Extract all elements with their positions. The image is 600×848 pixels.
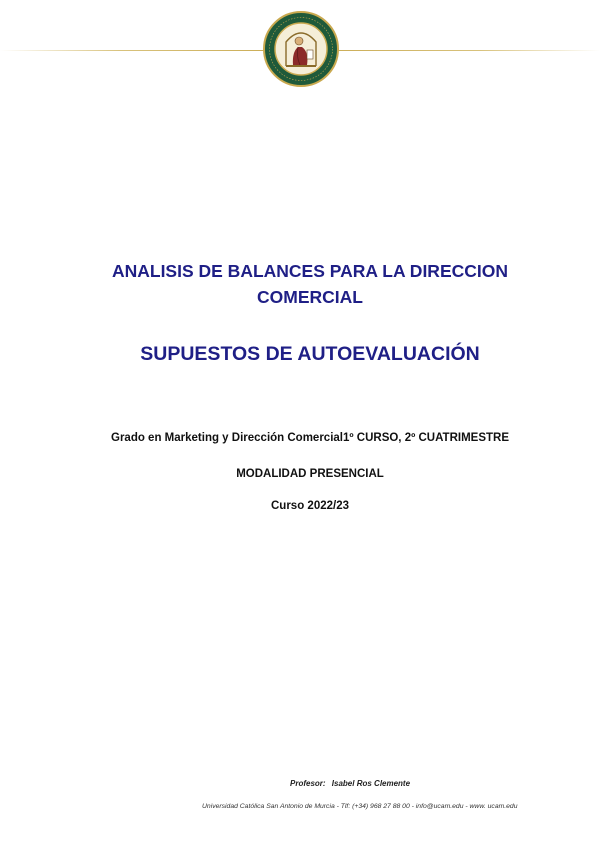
professor-name: Isabel Ros Clemente <box>331 779 411 788</box>
professor-label: Profesor: <box>290 779 326 788</box>
modality-info: MODALIDAD PRESENCIAL <box>236 468 384 480</box>
seal-icon <box>262 10 340 88</box>
title-line-1: ANALISIS DE BALANCES PARA LA DIRECCION <box>111 261 509 281</box>
footer-contact: Universidad Católica San Antonio de Murcia - Tlf: (+34) 968 27 88 00 - info@ucam.edu - www. ucam.edu <box>202 803 518 810</box>
document-title <box>60 258 560 310</box>
degree-info: Grado en Marketing y Dirección Comercial1º CURSO, 2º CUATRIMESTRE <box>111 432 509 444</box>
university-seal-logo <box>262 10 340 88</box>
document-subtitle: SUPUESTOS DE AUTOEVALUACIÓN <box>140 343 480 365</box>
course-year: Curso 2022/23 <box>271 500 349 512</box>
professor-line <box>290 779 410 788</box>
title-line-2: COMERCIAL <box>257 287 363 307</box>
